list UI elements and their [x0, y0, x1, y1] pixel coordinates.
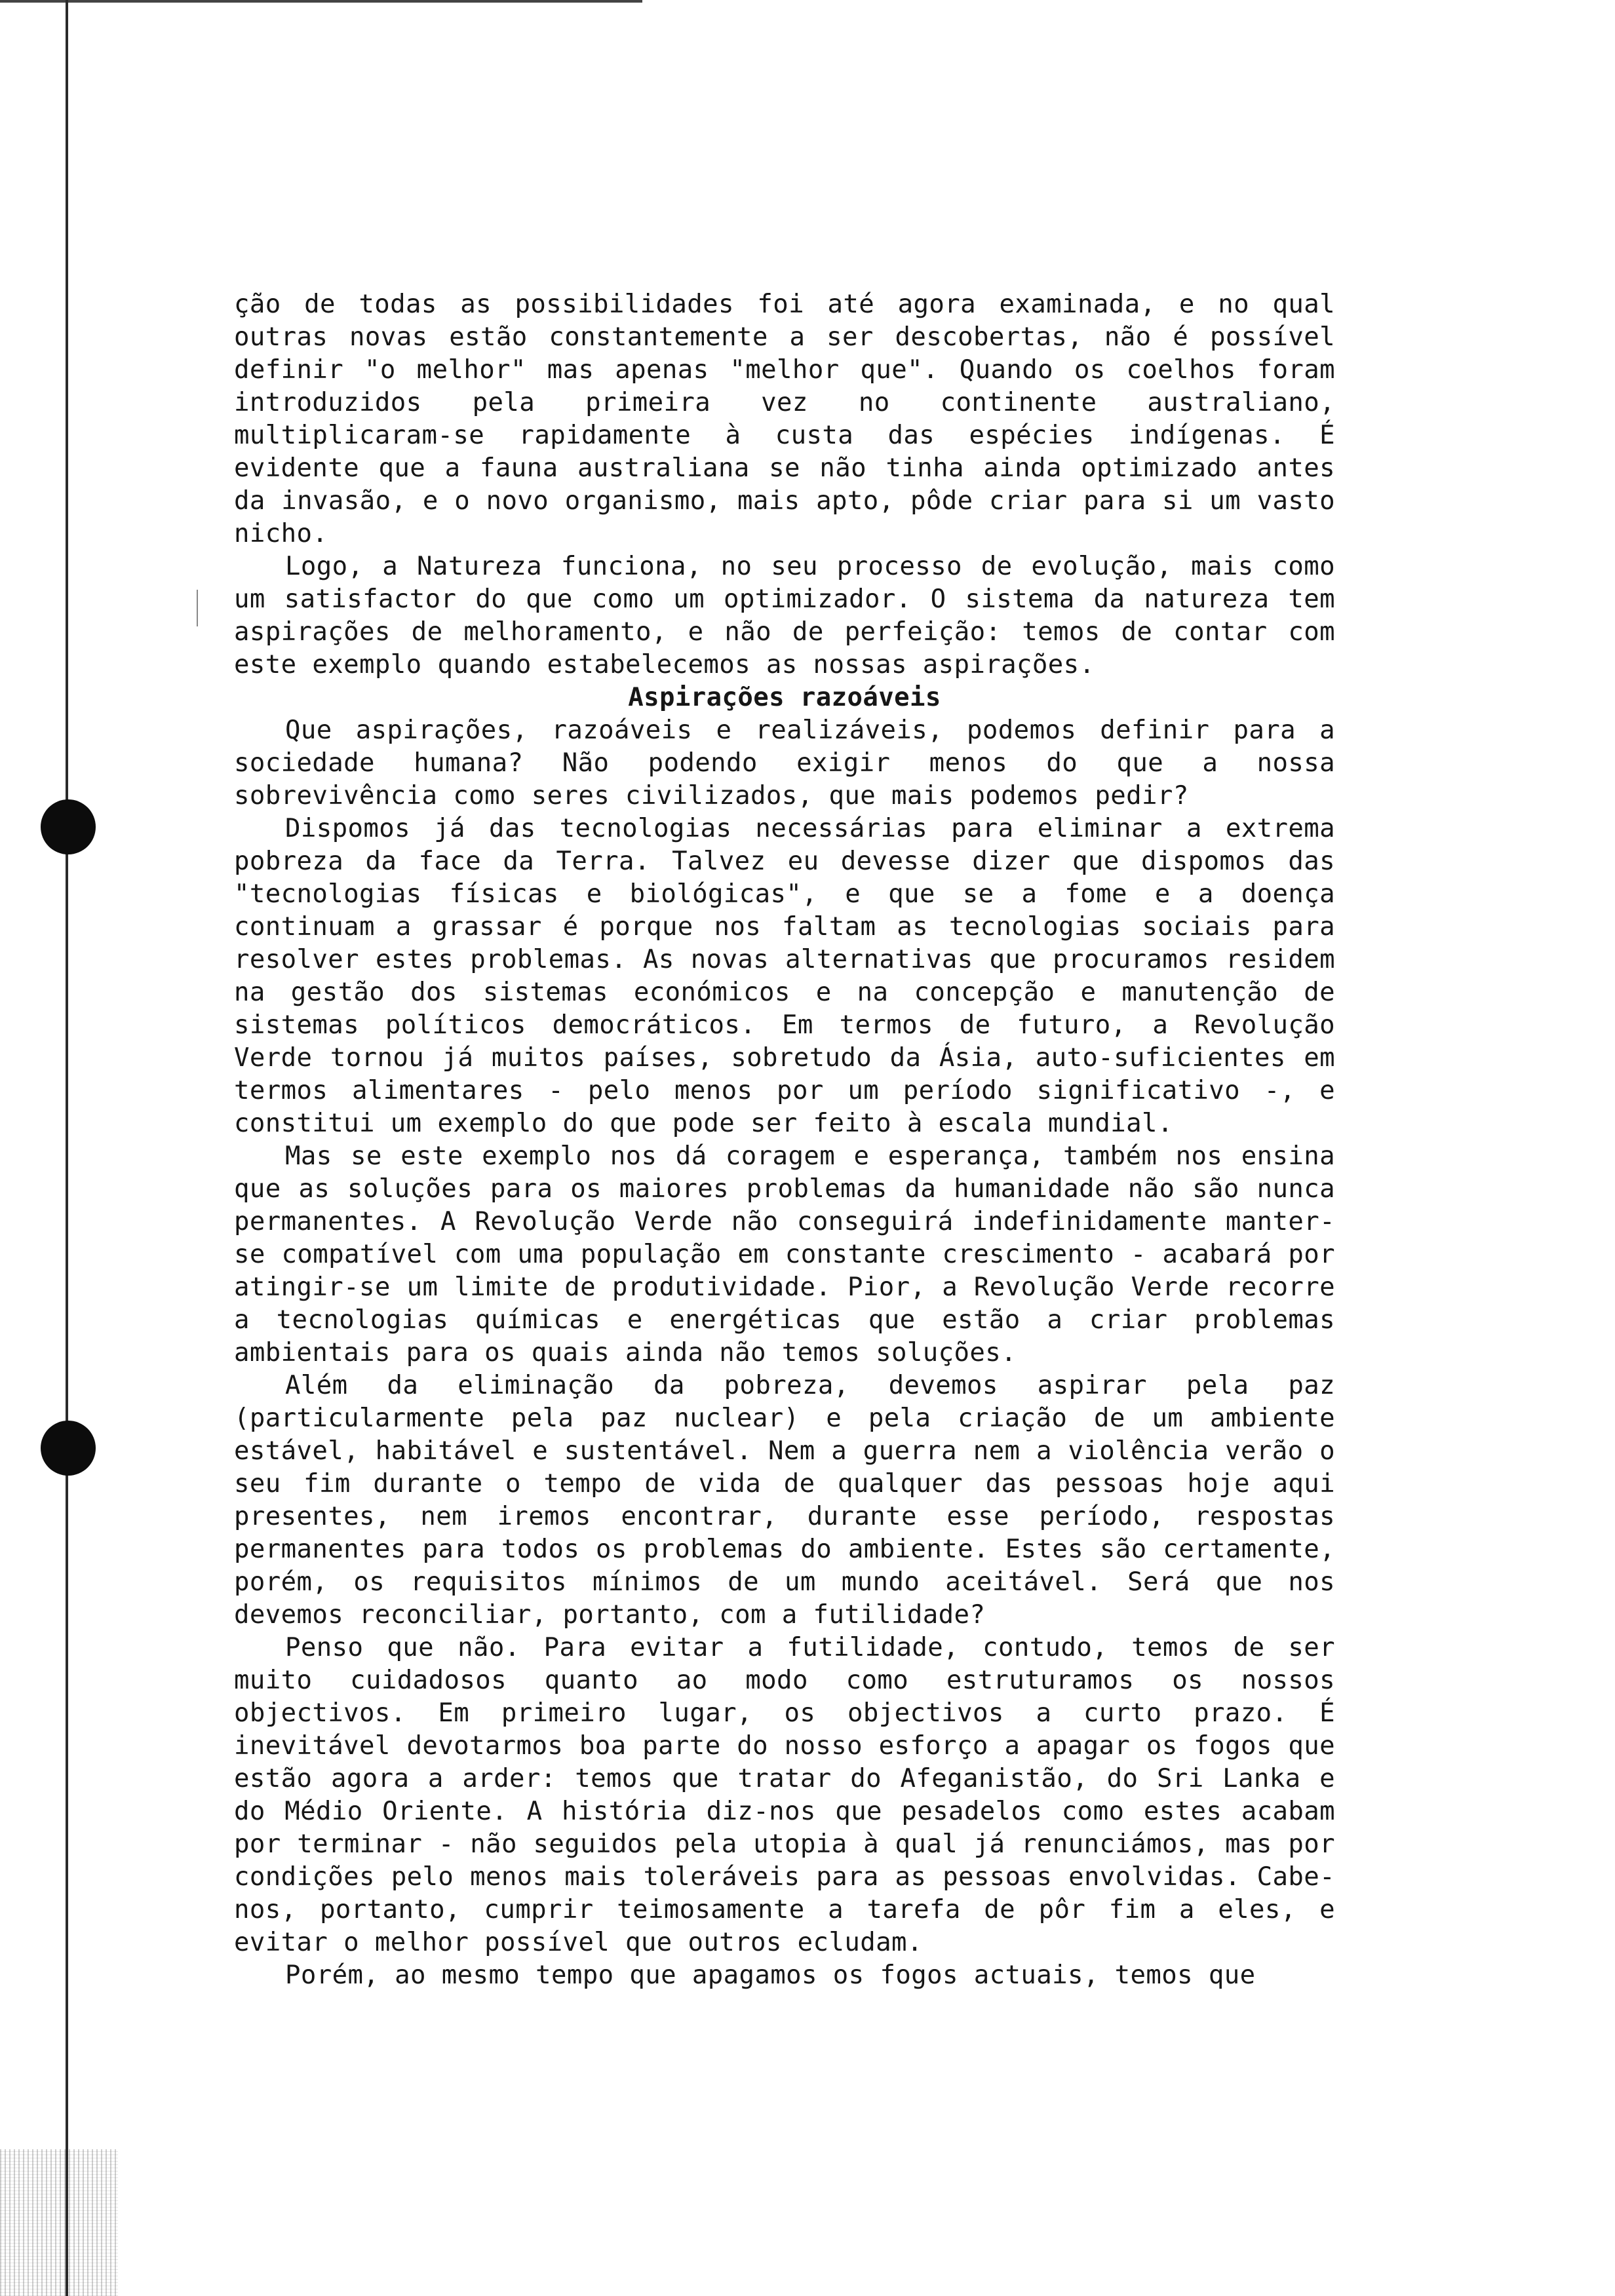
- paragraph: Dispomos já das tecnologias necessárias para eliminar a extrema pobreza da face da Terra. Talvez eu devesse dizer que dispomos das "tecnologias físicas e biológicas", e que se a fome e a doença continuam a grassar é porque nos faltam as tecnologias sociais para resolver estes problemas. As novas alternativas que procuramos residem na gestão dos sistemas económicos e na concepção e manutenção de sistemas políticos democráticos. Em termos de futuro, a Revolução Verde tornou já muitos países, sobretudo da Ásia, auto-suficientes em termos alimentares - pelo menos por um período significativo -, e constitui um exemplo do que pode ser feito à escala mundial.: [234, 814, 1335, 1138]
- stray-margin-mark: [197, 590, 198, 626]
- paragraph: Além da eliminação da pobreza, devemos aspirar pela paz (particularmente pela paz nuclear) e pela criação de um ambiente estável, habitável e sustentável. Nem a guerra nem a violência verão o seu fim durante o tempo de vida de qualquer das pessoas hoje aqui presentes, nem iremos encontrar, durante esse período, respostas permanentes para todos os problemas do ambiente. Estes são certamente, porém, os requisitos mínimos de um mundo aceitável. Será que nos devemos reconciliar, portanto, com a futilidade?: [234, 1371, 1335, 1630]
- punch-hole-upper: [41, 799, 96, 854]
- paragraph-continuation: ção de todas as possibilidades foi até agora examinada, e no qual outras novas estão constantemente a ser descobertas, não é possível definir "o melhor" mas apenas "melhor que". Quando os coelhos foram introduzidos pela primeira vez no continente australiano, multiplicaram-se rapidamente à custa das espécies indígenas. É evidente que a fauna australiana se não tinha ainda optimizado antes da invasão, e o novo organismo, mais apto, pôde criar para si um vasto nicho.: [234, 290, 1335, 548]
- section-heading: Aspirações razoáveis: [628, 683, 941, 712]
- paragraph: Mas se este exemplo nos dá coragem e esperança, também nos ensina que as soluções para os maiores problemas da humanidade não são nunca permanentes. A Revolução Verde não conseguirá indefinidamente manter-se compatível com uma população em constante crescimento - acabará por atingir-se um limite de produtividade. Pior, a Revolução Verde recorre a tecnologias químicas e energéticas que estão a criar problemas ambientais para os quais ainda não temos soluções.: [234, 1141, 1335, 1368]
- punch-hole-lower: [41, 1421, 96, 1476]
- page-body: [234, 288, 1335, 1992]
- paragraph: Que aspirações, razoáveis e realizáveis, podemos definir para a sociedade humana? Não podendo exigir menos do que a nossa sobrevivência como seres civilizados, que mais podemos pedir?: [234, 716, 1335, 811]
- scan-edge-noise: [0, 2149, 118, 2296]
- scan-top-edge: [0, 0, 642, 3]
- paragraph: Logo, a Natureza funciona, no seu processo de evolução, mais como um satisfactor do que como um optimizador. O sistema da natureza tem aspirações de melhoramento, e não de perfeição: temos de contar com este exemplo quando estabelecemos as nossas aspirações.: [234, 552, 1335, 679]
- paragraph: Penso que não. Para evitar a futilidade, contudo, temos de ser muito cuidadosos quanto ao modo como estruturamos os nossos objectivos. Em primeiro lugar, os objectivos a curto prazo. É inevitável devotarmos boa parte do nosso esforço a apagar os fogos que estão agora a arder: temos que tratar do Afeganistão, do Sri Lanka e do Médio Oriente. A história diz-nos que pesadelos como estes acabam por terminar - não seguidos pela utopia à qual já renunciámos, mas por condições pelo menos mais toleráveis para as pessoas envolvidas. Cabe-nos, portanto, cumprir teimosamente a tarefa de pôr fim a eles, e evitar o melhor possível que outros ecludam.: [234, 1633, 1335, 1957]
- paragraph-final: Porém, ao mesmo tempo que apagamos os fogos actuais, temos que: [285, 1961, 1256, 1990]
- binding-margin-line: [66, 0, 68, 2296]
